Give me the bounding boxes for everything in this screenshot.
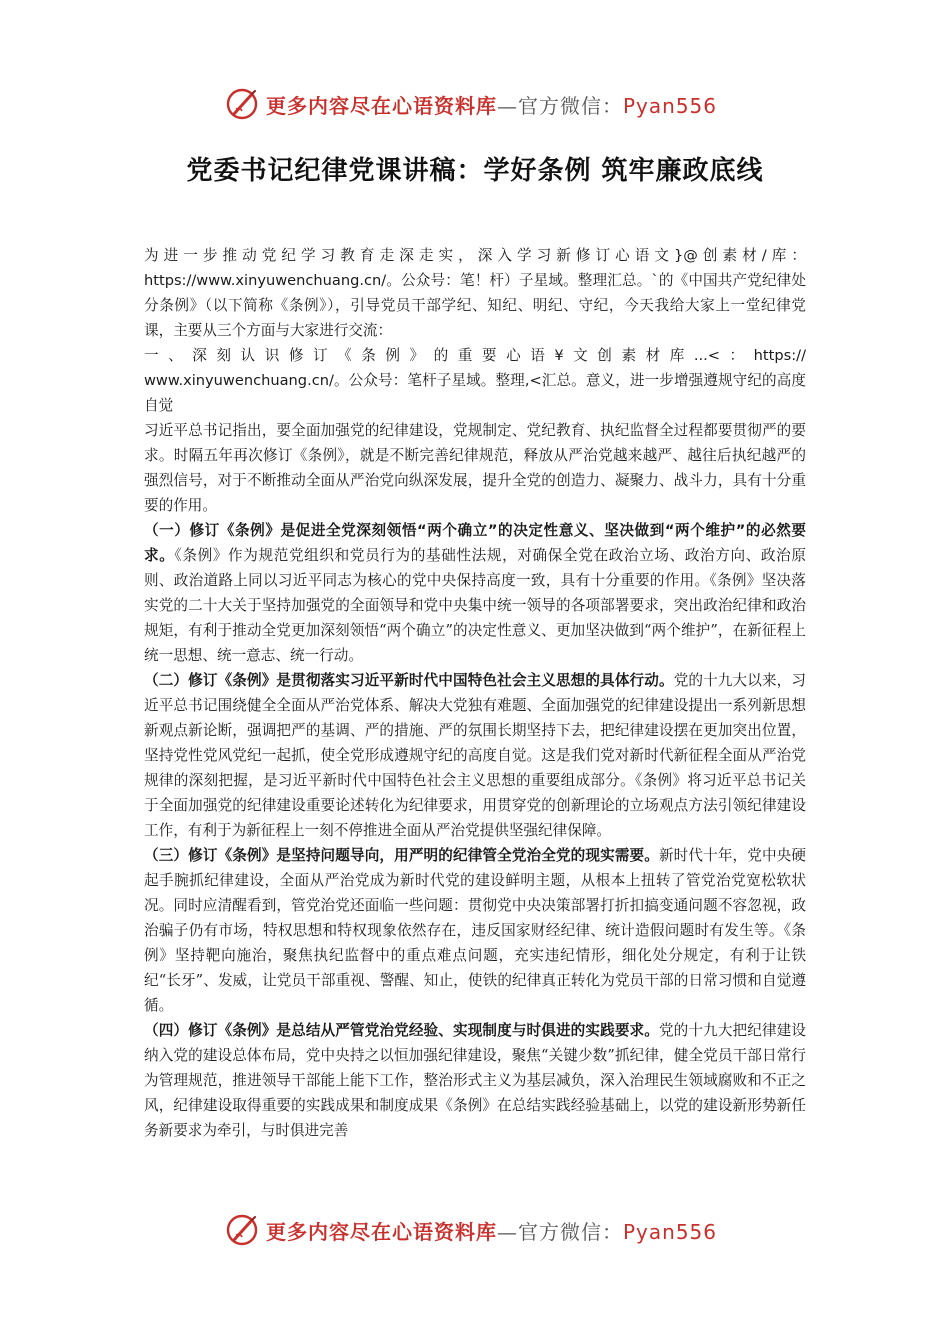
point-paragraph-3: （三）修订《条例》是坚持问题导向，用严明的纪律管全党治全党的现实需要。新时代十年，党中央硬起手腕抓纪律建设，全面从严治党成为新时代党的建设鲜明主题，从根本上扭转了管党治党宽松软状况。同时应清醒看到，管党治党还面临一些问题：贯彻党中央决策部署打折扣搞变通问题不容忽视，政治骗子仍有市场，特权思想和特权现象依然存在，违反国家财经纪律、统计造假问题时有发生等。《条例》坚持靶向施治，聚焦执纪监督中的重点难点问题，充实违纪情形，细化处分规定，有利于让铁纪“长牙”、发威，让党员干部重视、警醒、知止，使铁的纪律真正转化为党员干部的日常习惯和自觉遵循。 xyxy=(144,847,806,1014)
point-paragraph-4: （四）修订《条例》是总结从严管党治党经验、实现制度与时俱进的实践要求。党的十九大把纪律建设纳入党的建设总体布局，党中央持之以恒加强纪律建设，聚焦“关键少数”抓纪律，健全党员干部日常行为管理规范，推进领导干部能上能下工作，整治形式主义为基层减负，深入治理民生领域腐败和不正之风，纪律建设取得重要的实践成果和制度成果《条例》在总结实践经验基础上，以党的建设新形势新任务新要求为牵引，与时俱进完善 xyxy=(144,1022,806,1139)
banner-text: 更多内容尽在心语资料库—官方微信：Pyan556 xyxy=(266,1219,718,1244)
section-heading-1b: www.xinyuwenchuang.cn/。公众号：笔杆子星域。整理,<汇总。意义，进一步增强遵规守纪的高度自觉 xyxy=(144,372,806,414)
header-banner xyxy=(226,86,746,122)
body-paragraph: 习近平总书记指出，要全面加强党的纪律建设，党规制定、党纪教育、执纪监督全过程都要贯彻严的要求。时隔五年再次修订《条例》，就是不断完善纪律规范，释放从严治党越来越严、越往后执纪越严的强烈信号，对于不断推动全面从严治党向纵深发展，提升全党的创造力、凝聚力、战斗力，具有十分重要的作用。 xyxy=(144,422,806,514)
point-paragraph-1: （一）修订《条例》是促进全党深刻领悟“两个确立”的决定性意义、坚决做到“两个维护”的必然要求。《条例》作为规范党组织和党员行为的基础性法规，对确保全党在政治立场、政治方向、政治原则、政治道路上同以习近平同志为核心的党中央保持高度一致，具有十分重要的作用。《条例》坚决落实党的二十大关于坚持加强党的全面领导和党中央集中统一领导的各项部署要求，突出政治纪律和政治规矩，有利于推动全党更加深刻领悟“两个确立”的决定性意义、更加坚决做到“两个维护”，在新征程上统一思想、统一意志、统一行动。 xyxy=(144,522,806,664)
point-paragraph-2: （二）修订《条例》是贯彻落实习近平新时代中国特色社会主义思想的具体行动。党的十九大以来，习近平总书记围绕健全全面从严治党体系、解决大党独有难题、全面加强党的纪律建设提出一系列新思想新观点新论断，强调把严的基调、严的措施、严的氛围长期坚持下去，把纪律建设摆在更加突出位置，坚持党性党风党纪一起抓，使全党形成遵规守纪的高度自觉。这是我们党对新时代新征程全面从严治党规律的深刻把握，是习近平新时代中国特色社会主义思想的重要组成部分。《条例》将习近平总书记关于全面加强党的纪律建设重要论述转化为纪律要求，用贯穿党的创新理论的立场观点方法引领纪律建设工作，有利于为新征程上一刻不停推进全面从严治党提供坚强纪律保障。 xyxy=(144,672,806,839)
document-title: 党委书记纪律党课讲稿：学好条例 筑牢廉政底线 xyxy=(186,156,764,186)
intro-paragraph: 为进一步推动党纪学习教育走深走实，深入学习新修订心语文}@创素材/库：https://www.xinyuwenchuang.cn/。公众号：笔！杆）子星域。整理汇总。`的《中国共产党纪律处分条例》（以下简称《条例》），引导党员干部学纪、知纪、明纪、守纪，今天我给大家上一堂纪律党课，主要从三个方面与大家进行交流： xyxy=(144,247,806,339)
pen-logo-icon xyxy=(226,87,260,121)
section-heading-1a: 一、深刻认识修订《条例》的重要心语¥文创素材库...<：https:// xyxy=(144,347,806,364)
document-body xyxy=(144,243,806,1143)
banner-text: 更多内容尽在心语资料库—官方微信：Pyan556 xyxy=(266,93,718,118)
pen-logo-icon xyxy=(226,1213,260,1247)
footer-banner xyxy=(226,1212,746,1248)
